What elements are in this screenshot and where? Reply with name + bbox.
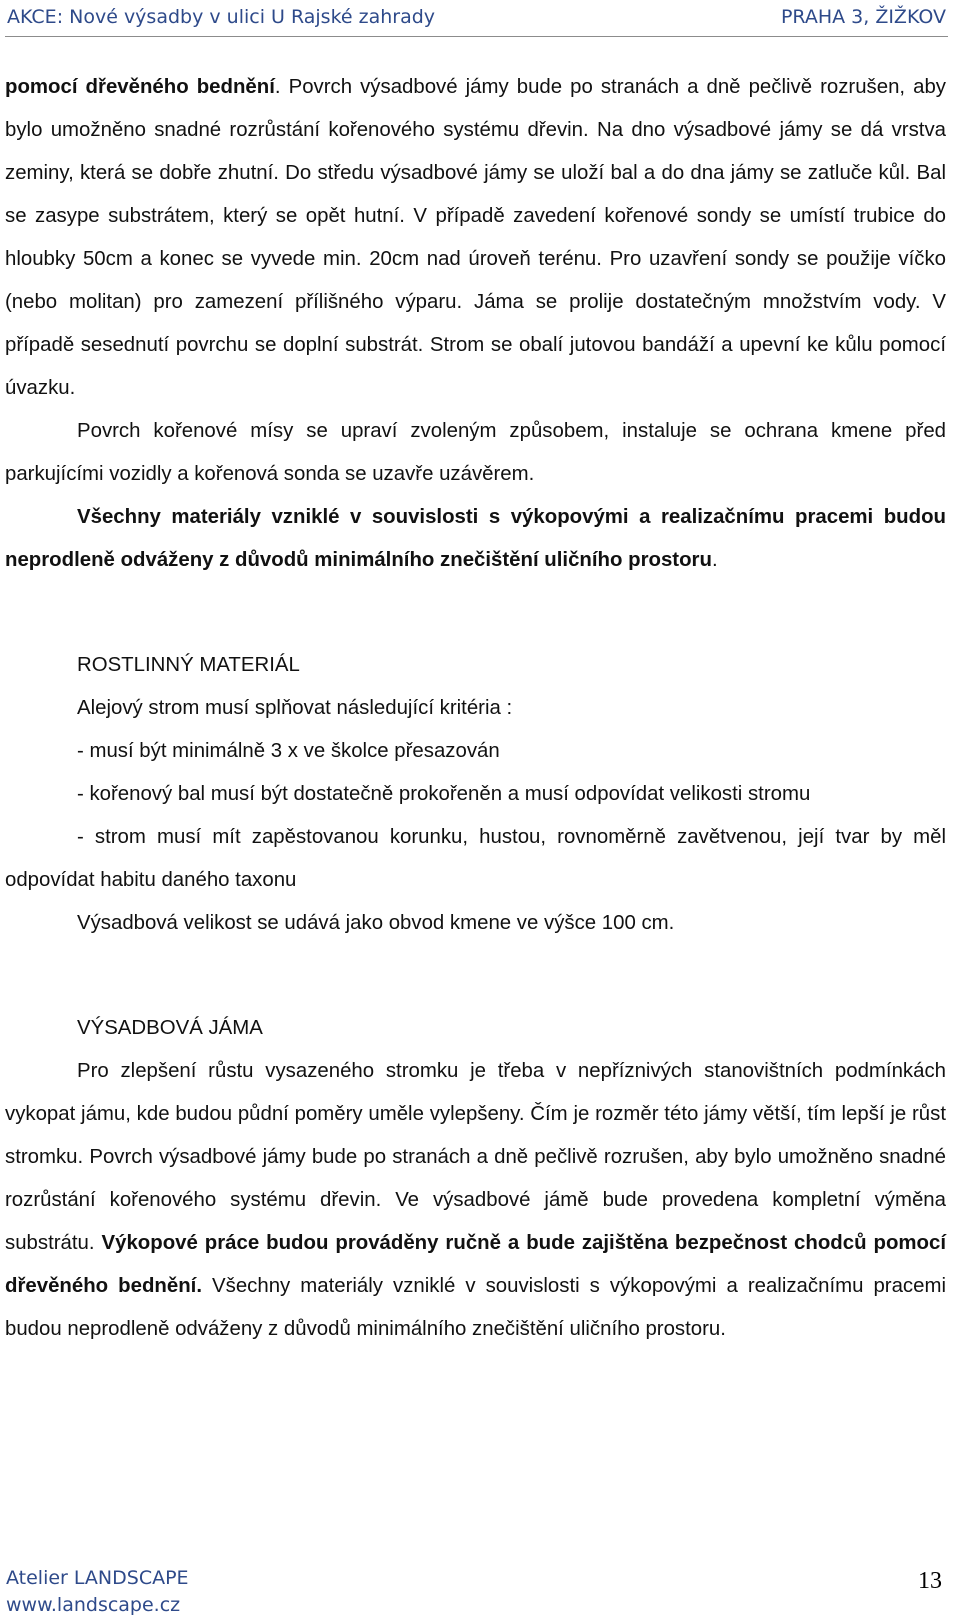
paragraph-planting-pit <box>5 1050 946 1351</box>
header-divider <box>5 36 948 37</box>
page-footer <box>6 1565 189 1619</box>
bold-text: Všechny materiály vzniklé v souvislosti s výkopovými a realizačnímu pracemi budou neprodleně odváženy z důvodů minimálního znečištění uličního prostoru <box>5 506 946 571</box>
planting-size-note: Výsadbová velikost se udává jako obvod kmene ve výšce 100 cm. <box>77 912 675 934</box>
document-body <box>5 66 946 1351</box>
body-text: Pro zlepšení růstu vysazeného stromku je třeba v nepříznivých stanovištních podmínkách vykopat jámu, kde budou půdní poměry uměle vylepšeny. Čím je rozměr této jámy větší, tím lepší je růst stromku. Povrch výsadbové jámy bude po stranách a dně pečlivě rozrušen, aby bylo umožněno snadné rozrůstání kořenového systému dřevin. Ve výsadbové jámě bude provedena kompletní výměna substrátu. <box>5 1060 946 1254</box>
section-heading-plant-material: ROSTLINNÝ MATERIÁL <box>77 654 300 676</box>
criteria-item: - kořenový bal musí být dostatečně prokořeněn a musí odpovídat velikosti stromu <box>77 783 811 805</box>
footer-company: Atelier LANDSCAPE <box>6 1567 189 1589</box>
header-location: PRAHA 3, ŽIŽKOV <box>780 6 946 28</box>
page-number: 13 <box>918 1568 942 1594</box>
body-text: . <box>711 549 718 571</box>
footer-website[interactable]: www.landscape.cz <box>6 1594 181 1616</box>
body-text: . Povrch výsadbové jámy bude po stranách a dně pečlivě rozrušen, aby bylo umožněno snadné rozrůstání kořenového systému dřevin. Na dno výsadbové jámy se dá vrstva zeminy, která se dobře zhutní. Do středu výsadbové jámy se uloží bal a do dna jámy se zatluče kůl. Bal se zasype substrátem, který se opět hutní. V případě zavedení kořenové sondy se umístí trubice do hloubky 50cm a konec se vyvede min. 20cm nad úroveň terénu. Pro uzavření sondy se použije víčko (nebo molitan) pro zamezení přílišného výparu. Jáma se prolije dostatečným množstvím vody. V případě sesednutí povrchu se doplní substrát. Strom se obalí jutovou bandáží a upevní ke kůlu pomocí úvazku. <box>5 76 947 399</box>
body-text: Všechny materiály vzniklé v souvislosti s výkopovými a realizačnímu pracemi budou neprodleně odváženy z důvodů minimálního znečištění uličního prostoru. <box>5 1275 946 1340</box>
spacer <box>5 582 946 644</box>
section-heading-planting-pit: VÝSADBOVÁ JÁMA <box>77 1017 263 1039</box>
bold-text: pomocí dřevěného bednění <box>5 76 275 98</box>
bold-text: Výkopové práce budou prováděny ručně a bude zajištěna bezpečnost chodců pomocí dřevěného bednění. <box>5 1232 947 1297</box>
paragraph-materials-removal <box>5 496 946 582</box>
spacer <box>5 945 946 1007</box>
criteria-item: - musí být minimálně 3 x ve školce přesazován <box>77 740 500 762</box>
paragraph-planting-procedure <box>5 66 946 410</box>
page-header <box>7 2 946 32</box>
header-project-title: AKCE: Nové výsadby v ulici U Rajské zahrady <box>7 6 436 28</box>
paragraph-root-bowl: Povrch kořenové mísy se upraví zvoleným způsobem, instaluje se ochrana kmene před parkujícími vozidly a kořenová sonda se uzavře uzávěrem. <box>5 420 946 485</box>
criteria-intro: Alejový strom musí splňovat následující kritéria : <box>77 697 513 719</box>
criteria-item: - strom musí mít zapěstovanou korunku, hustou, rovnoměrně zavětvenou, její tvar by měl odpovídat habitu daného taxonu <box>5 826 946 891</box>
